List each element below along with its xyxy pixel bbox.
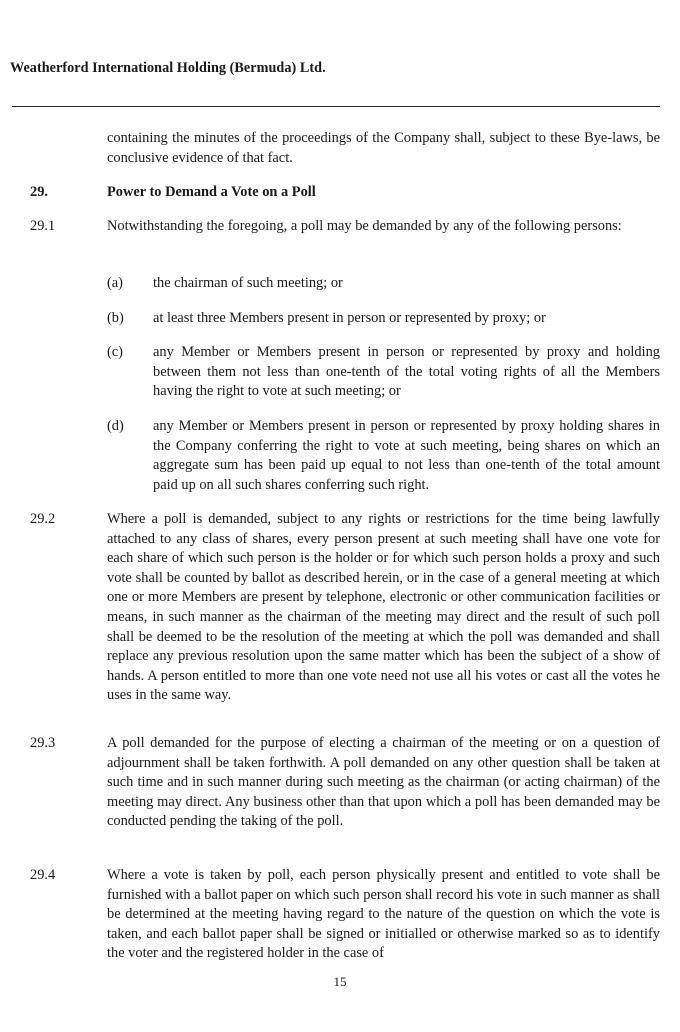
header-divider — [12, 106, 660, 107]
section-heading: Power to Demand a Vote on a Poll — [107, 184, 316, 200]
clause-number-29-2: 29.2 — [30, 511, 56, 527]
item-label-b: (b) — [107, 310, 124, 326]
continuation-paragraph: containing the minutes of the proceedings of the Company shall, subject to these Bye-laws, be conclusive evidence of that fact. — [107, 130, 660, 166]
clause-text-29-1: Notwithstanding the foregoing, a poll may be demanded by any of the following persons: — [107, 218, 622, 234]
clause-number-29-4: 29.4 — [30, 867, 56, 883]
clause-number-29-1: 29.1 — [30, 218, 56, 234]
item-text-a: the chairman of such meeting; or — [153, 275, 343, 291]
clause-text-29-4: Where a vote is taken by poll, each person physically present and entitled to vote shall be furnished with a ballot paper on which such person shall record his vote in such manner as shall be determined at the meeting having regard to the nature of the question on which the vote is taken, and each ballot paper shall be signed or initialled or otherwise marked so as to identify the voter and the registered holder in the case of — [107, 867, 660, 962]
clause-text-29-2: Where a poll is demanded, subject to any rights or restrictions for the time being lawfully attached to any class of shares, every person present at such meeting shall have one vote for each share of which such person is the holder or for which such person holds a proxy and such vote shall be counted by ballot as described herein, or in the case of a general meeting at which one or more Members are present by telephone, electronic or other communication facilities or means, in such manner as the chairman of the meeting may direct and the result of such poll shall be deemed to be the resolution of the meeting at which the poll was demanded and shall replace any previous resolution upon the same matter which has been the subject of a show of hands. A person entitled to more than one vote need not use all his votes or cast all the votes he uses in the same way. — [107, 511, 660, 704]
item-label-c: (c) — [107, 344, 123, 360]
clause-text-29-3: A poll demanded for the purpose of electing a chairman of the meeting or on a question of adjournment shall be taken forthwith. A poll demanded on any other question shall be taken at such time and in such manner during such meeting as the chairman (or acting chairman) of the meeting may direct. Any business other than that upon which a poll has been demanded may be conducted pending the taking of the poll. — [107, 735, 660, 830]
page-number: 15 — [333, 974, 347, 989]
document-header-title: Weatherford International Holding (Bermuda) Ltd. — [10, 60, 326, 76]
item-text-b: at least three Members present in person or represented by proxy; or — [153, 310, 546, 326]
item-label-d: (d) — [107, 418, 124, 434]
item-label-a: (a) — [107, 275, 123, 291]
item-text-c: any Member or Members present in person or represented by proxy and holding between them not less than one-tenth of the total voting rights of all the Members having the right to vote at such meeting; or — [153, 344, 660, 400]
section-number: 29. — [30, 184, 48, 200]
item-text-d: any Member or Members present in person or represented by proxy holding shares in the Company conferring the right to vote at such meeting, being shares on which an aggregate sum has been paid up equal to not less than one-tenth of the total amount paid up on all such shares conferring such right. — [153, 418, 660, 493]
clause-number-29-3: 29.3 — [30, 735, 56, 751]
